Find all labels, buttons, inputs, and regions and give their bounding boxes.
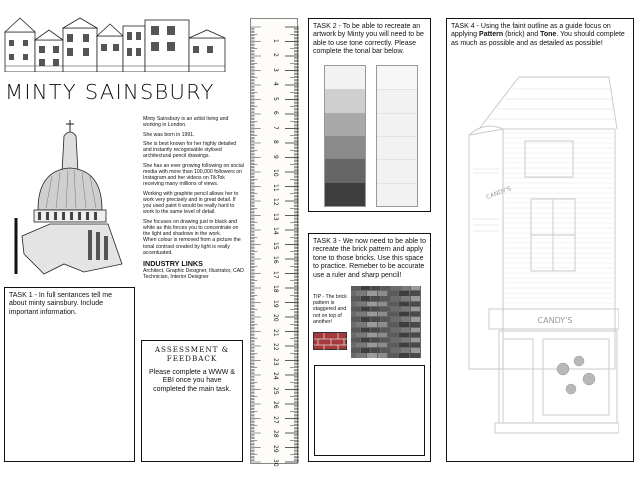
task4-box[interactable] (446, 18, 634, 462)
brick (391, 328, 400, 332)
brick (381, 286, 390, 290)
brick (391, 296, 400, 300)
task3-instructions (313, 238, 426, 280)
brick (351, 333, 355, 337)
brick (361, 286, 370, 290)
brick (371, 348, 380, 352)
task1-text: - In full sentances tell me about minty sainsbury. Include important information. (9, 292, 112, 316)
bio-paragraph: She focuses on drawing just in black and white as this forces you to concentrate on the light and shadows in the work. When colour is removed from a picture the tonal contrast created by light is really accentuated. (143, 218, 241, 256)
ruler-number: 13 (272, 212, 279, 221)
task4-instructions (451, 23, 629, 48)
brick (388, 343, 398, 347)
side-sign-text: CANDY'S (485, 185, 513, 201)
brick (371, 317, 380, 321)
brick (371, 286, 380, 290)
brick (351, 343, 355, 347)
ruler-number: 3 (272, 67, 279, 72)
tonal-blank-cell[interactable] (377, 66, 417, 89)
brick (399, 353, 409, 357)
brick (367, 322, 377, 326)
brick (351, 296, 360, 300)
ruler-number: 6 (272, 111, 279, 115)
brick (411, 286, 420, 290)
brick (410, 353, 420, 357)
brick (411, 348, 420, 352)
brick (381, 317, 390, 321)
brick (388, 312, 398, 316)
brick (371, 338, 380, 342)
brick (411, 328, 420, 332)
brick (391, 286, 400, 290)
brick (351, 348, 360, 352)
brick (391, 338, 400, 342)
brick (401, 317, 410, 321)
task3-label: TASK 3 (313, 238, 337, 245)
brick (381, 296, 390, 300)
ruler-number: 22 (272, 343, 279, 351)
brick (351, 302, 355, 306)
brick (399, 291, 409, 295)
tonal-blank-cell[interactable] (377, 89, 417, 112)
tonal-swatch (325, 136, 365, 159)
tonal-blank-cell[interactable] (377, 136, 417, 159)
brick (399, 333, 409, 337)
task3-tip: TIP - The brick pattern is staggered and not on top of another! (313, 294, 347, 325)
brick (361, 348, 370, 352)
brick (351, 328, 360, 332)
ruler-number: 8 (272, 140, 279, 144)
tonal-blank-cell[interactable] (377, 159, 417, 182)
task3-text: - We now need to be able to recreate the brick pattern and apply tone to those bricks. Use this space to practice. Remeber to be accurate use a ruler and sharp pencil! (313, 238, 426, 279)
ruler-number: 9 (272, 154, 279, 159)
ruler-number: 11 (272, 183, 279, 192)
candys-shop-outline (459, 69, 619, 449)
brick (361, 338, 370, 342)
ruler-number: 7 (272, 125, 279, 130)
brick (351, 322, 355, 326)
ruler-number: 2 (272, 53, 279, 57)
brick (388, 333, 398, 337)
brick (361, 296, 370, 300)
brick (367, 343, 377, 347)
bio-paragraph: Minty Sainsbury is an artist living and working in London. (143, 116, 229, 129)
brick (388, 322, 398, 326)
brick (367, 312, 377, 316)
brick (410, 322, 420, 326)
brick (371, 328, 380, 332)
brick (399, 312, 409, 316)
brick (391, 317, 400, 321)
task1-answer-box[interactable] (4, 287, 135, 462)
brick (378, 353, 388, 357)
brick (367, 333, 377, 337)
task2-box (308, 18, 431, 212)
brick (381, 348, 390, 352)
tonal-swatch (325, 159, 365, 182)
ruler-number: 4 (272, 82, 279, 86)
brick (356, 322, 366, 326)
brick (410, 302, 420, 306)
tonal-swatch (325, 66, 365, 89)
industry-links-text: Architect, Graphic Designer, Illustrator, CAD Technician, Interior Designer (143, 268, 244, 281)
tonal-blank-cell[interactable] (377, 183, 417, 206)
brick (356, 343, 366, 347)
assessment-heading-line2: FEEDBACK (166, 354, 218, 363)
brick (361, 317, 370, 321)
ruler-number: 30 (272, 459, 279, 467)
brick (378, 322, 388, 326)
brick (399, 322, 409, 326)
brick (381, 328, 390, 332)
brick-wall-photo (351, 286, 421, 358)
brick (411, 317, 420, 321)
brick (378, 343, 388, 347)
ruler-number: 5 (272, 96, 279, 101)
brick (388, 291, 398, 295)
ruler-number: 17 (272, 270, 279, 279)
task4-text: - Using the faint outline as a guide focus on applying (451, 23, 611, 39)
task2-instructions (313, 23, 426, 57)
ruler-number: 1 (272, 38, 279, 43)
brick (401, 348, 410, 352)
task4-pattern-keyword: Pattern (479, 31, 504, 39)
brick (401, 328, 410, 332)
ruler (250, 18, 298, 467)
industry-links-heading: INDUSTRY LINKS (143, 259, 203, 269)
brick (411, 307, 420, 311)
brick (391, 348, 400, 352)
brick (356, 291, 366, 295)
brick (381, 307, 390, 311)
assessment-feedback-box[interactable] (141, 340, 243, 462)
brick (351, 338, 360, 342)
brick (367, 302, 377, 306)
ruler-number: 25 (272, 386, 279, 395)
ruler-number: 15 (272, 241, 279, 250)
brick (356, 353, 366, 357)
shop-sign-text: CANDY'S (537, 316, 573, 325)
brick (399, 343, 409, 347)
brick (351, 291, 355, 295)
brick (410, 333, 420, 337)
ruler-number: 23 (272, 357, 279, 366)
bio-paragraph: She has an ever growing following on social media with more than 100,000 followers on Instagram and her videos on TikTok receiving many millions of views. (143, 162, 244, 188)
task1-label: TASK 1 (9, 292, 33, 299)
tonal-bar-example (324, 65, 366, 207)
brick-row (351, 353, 421, 358)
brick (401, 296, 410, 300)
brick-practice-area[interactable] (314, 365, 425, 456)
brick (391, 307, 400, 311)
brick (351, 307, 360, 311)
brick (378, 333, 388, 337)
brick (401, 338, 410, 342)
brick (410, 343, 420, 347)
brick (361, 307, 370, 311)
ruler-number: 26 (272, 401, 279, 409)
tonal-swatch (325, 113, 365, 136)
street-skyline-drawing (3, 14, 227, 72)
brick (371, 307, 380, 311)
brick (367, 353, 377, 357)
brick (411, 296, 420, 300)
brick (356, 312, 366, 316)
bio-paragraph: Working with graphite pencil allows her to work very precisely and in great detail. If you used paint it would be really hard to work to the same level of detail. (143, 190, 239, 216)
brick (371, 296, 380, 300)
ruler-number: 27 (272, 415, 279, 424)
task4-text: (brick) and (503, 31, 541, 39)
ruler-number: 29 (272, 444, 279, 453)
brick (367, 291, 377, 295)
brick (378, 312, 388, 316)
brick (378, 302, 388, 306)
task2-text: - To be able to recreate an artwork by Minty you will need to be able to use tone correctly. Please complete the tonal bar below. (313, 23, 424, 56)
brick (378, 291, 388, 295)
ruler-number: 19 (272, 299, 279, 308)
brick (401, 286, 410, 290)
brick (388, 302, 398, 306)
brick (388, 353, 398, 357)
task2-label: TASK 2 (313, 23, 337, 30)
ruler-number: 16 (272, 256, 279, 264)
brick (351, 312, 355, 316)
ruler-number: 14 (272, 227, 279, 235)
assessment-heading-line1: ASSESSMENT & (154, 345, 230, 354)
ruler-number: 12 (272, 198, 279, 206)
brick (351, 286, 360, 290)
artist-bio (143, 116, 245, 281)
brick (381, 338, 390, 342)
tonal-swatch (325, 89, 365, 112)
colour-brick-sample (313, 332, 347, 350)
task4-label: TASK 4 (451, 23, 475, 30)
ruler-number: 20 (272, 314, 279, 322)
brick (401, 307, 410, 311)
st-pauls-cathedral-drawing (4, 114, 136, 278)
brick (410, 312, 420, 316)
task1-instructions (9, 292, 130, 317)
ruler-number: 21 (272, 328, 279, 337)
tonal-blank-cell[interactable] (377, 113, 417, 136)
task4-tone-keyword: Tone (540, 31, 557, 39)
ruler-number: 10 (272, 169, 279, 177)
brick (399, 302, 409, 306)
task4-text: . You should complete as much as possible and as detailed as possible! (451, 31, 625, 47)
ruler-number: 18 (272, 285, 279, 293)
assessment-text: Please complete a WWW & EBI once you have completed the main task. (149, 369, 235, 393)
tonal-bar-blank[interactable] (376, 65, 418, 207)
assessment-heading (146, 345, 238, 363)
brick (356, 302, 366, 306)
brick (361, 328, 370, 332)
ruler-number: 24 (272, 372, 279, 380)
page-title: MINTY SAINSBURY (5, 80, 215, 104)
brick (356, 333, 366, 337)
brick (411, 338, 420, 342)
bio-paragraph: She is best known for her highly detailed and instantly recognisable stylised architectural pencil drawings. (143, 140, 237, 160)
brick (351, 317, 360, 321)
tonal-swatch (325, 183, 365, 206)
ruler-number: 28 (272, 430, 279, 438)
brick (410, 291, 420, 295)
brick (351, 353, 355, 357)
bio-paragraph: She was born in 1991. (143, 131, 195, 138)
task3-box (308, 233, 431, 462)
